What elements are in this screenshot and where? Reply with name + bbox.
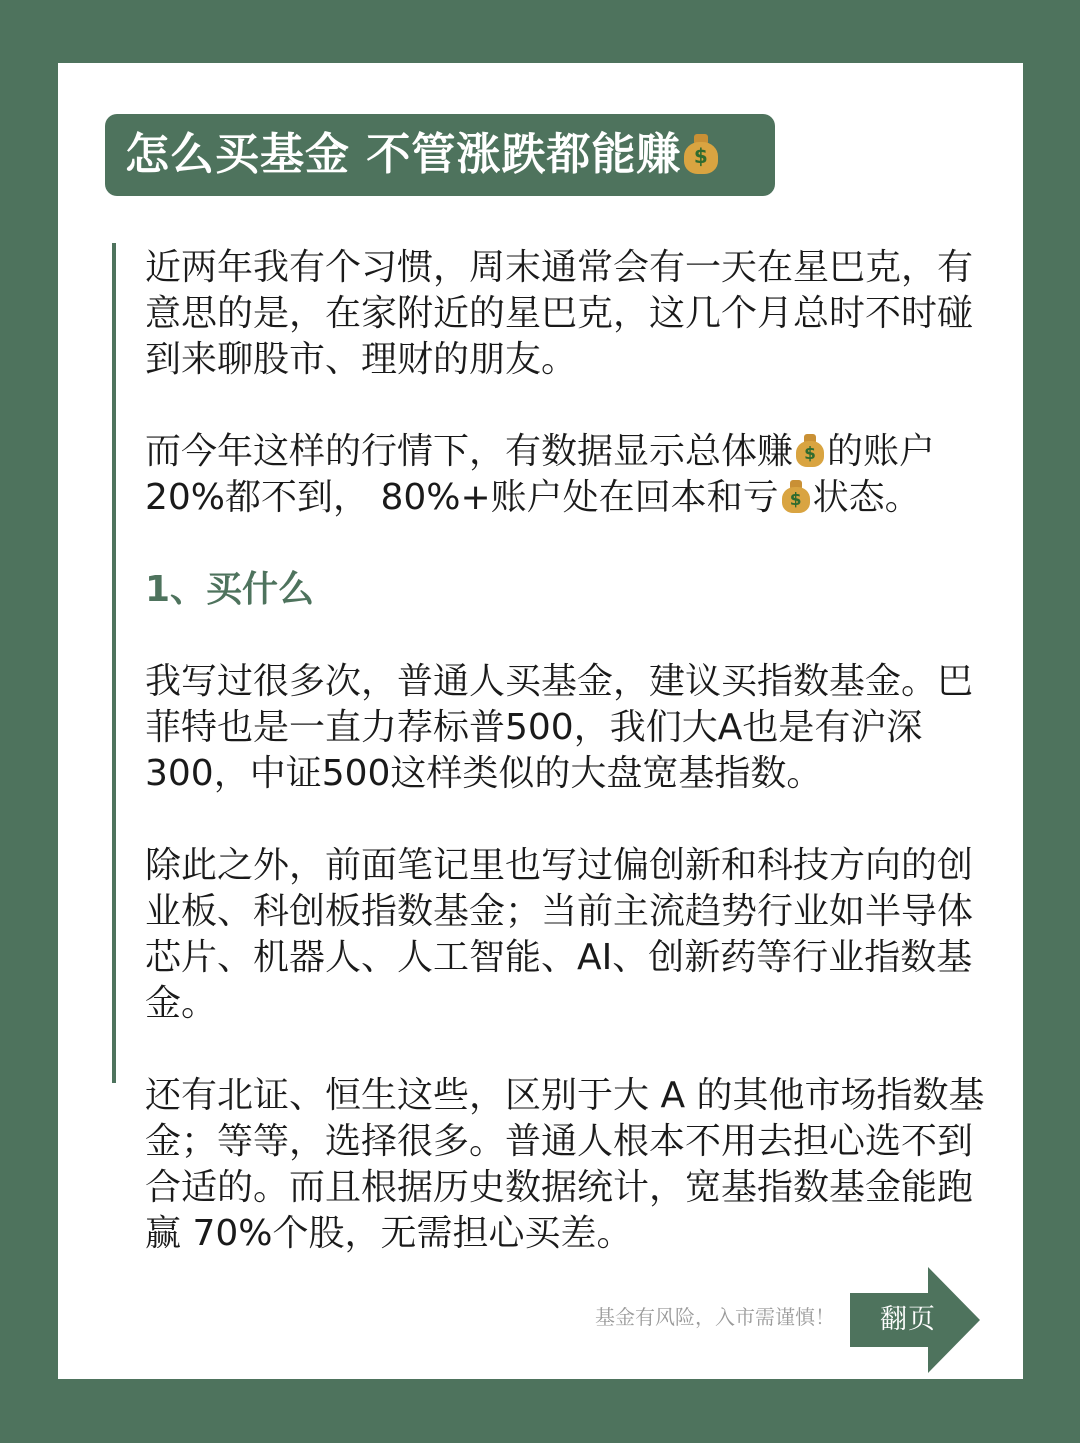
risk-disclaimer: 基金有风险，入市需谨慎！	[595, 1305, 835, 1329]
paragraph-intro: 近两年我有个习惯，周末通常会有一天在星巴克，有意思的是，在家附近的星巴克，这几个月总时不时碰到来聊股市、理财的朋友。	[145, 247, 974, 380]
accent-bar	[112, 243, 116, 1083]
money-bag-icon: $	[683, 133, 719, 175]
content-card	[58, 63, 1023, 1379]
paragraph-stats: 而今年这样的行情下，有数据显示总体赚 $ 的账户20%都不到， 80%+账户处在回本和亏 $ 状态。	[145, 431, 936, 518]
section-heading: 1、买什么	[145, 569, 315, 610]
money-bag-icon: $	[781, 479, 811, 513]
article-body	[145, 245, 985, 1303]
next-page-label: 翻页	[880, 1304, 936, 1335]
paragraph-index-funds: 我写过很多次，普通人买基金，建议买指数基金。巴菲特也是一直力荐标普500，我们大A也是有沪深300，中证500这样类似的大盘宽基指数。	[145, 661, 974, 794]
title-badge	[105, 114, 775, 196]
paragraph-other-markets: 还有北证、恒生这些，区别于大 A 的其他市场指数基金；等等，选择很多。普通人根本不用去担心选不到合适的。而且根据历史数据统计，宽基指数基金能跑赢 70%个股，无需担心买差。	[145, 1075, 985, 1254]
paragraph-sector-funds: 除此之外，前面笔记里也写过偏创新和科技方向的创业板、科创板指数基金；当前主流趋势行业如半导体芯片、机器人、人工智能、AI、创新药等行业指数基金。	[145, 845, 974, 1024]
money-bag-icon: $	[795, 433, 825, 467]
next-page-button[interactable]	[850, 1267, 980, 1373]
page-title: 怎么买基金 不管涨跌都能赚	[125, 129, 682, 180]
